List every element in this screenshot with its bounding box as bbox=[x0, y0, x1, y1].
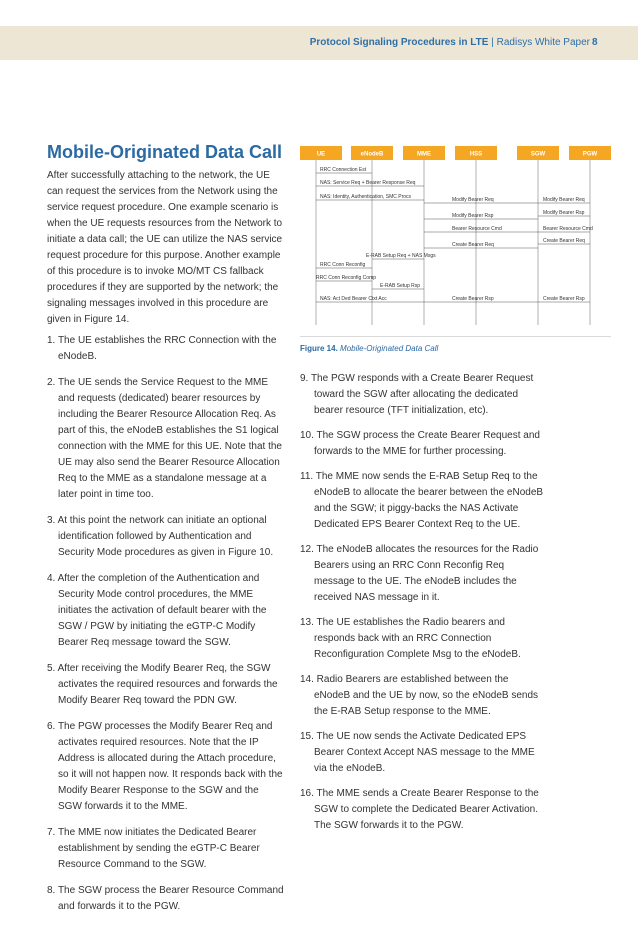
entity-boxes bbox=[300, 146, 611, 160]
header-separator: | bbox=[491, 37, 494, 48]
entity-label: UE bbox=[316, 151, 326, 158]
step-list-left bbox=[47, 333, 285, 915]
step-item: 4. After the completion of the Authentication and Security Mode control procedures, the MME initiates the activation of default bearer with the SGW / PGW by initiating the eGTP-C Modify Bearer Req message toward the SGW. bbox=[47, 573, 267, 648]
sequence-diagram-svg bbox=[300, 140, 611, 330]
message-label: RRC Connection Est bbox=[320, 167, 367, 173]
figure-number: Figure 14. bbox=[300, 344, 338, 353]
message-label: Modify Bearer Req bbox=[452, 197, 494, 203]
message-label: Bearer Resource Cmd bbox=[543, 226, 593, 232]
step-item: 14. Radio Bearers are established between the eNodeB and the UE by now, so the eNodeB sends the E-RAB Setup response to the MME. bbox=[300, 674, 539, 717]
publisher-name: Radisys White Paper bbox=[496, 37, 590, 48]
message-label: Bearer Resource Cmd bbox=[452, 226, 502, 232]
figure-caption-text: Mobile-Originated Data Call bbox=[340, 344, 439, 353]
step-item: 11. The MME now sends the E-RAB Setup Req to the eNodeB to allocate the bearer between the eNodeB and the SGW; it piggy-backs the NAS Activate Dedicated EPS Bearer Context Req to the UE. bbox=[300, 471, 544, 530]
message-label: RRC Conn Reconfig Comp bbox=[316, 275, 377, 281]
message-label: NAS: Service Req + Bearer Response Req bbox=[320, 180, 416, 186]
entity-label: SGW bbox=[530, 151, 546, 158]
intro-paragraph: After successfully attaching to the network, the UE can request the services from the Network using the service request procedure. One example scenario is when the UE requests resources from the Network to initiate a data call; the UE can utilize the NAS service request procedure for this purpose. Another example of this procedure is to invoke MO/MT CS fallback procedures if they are supported by the network; the signaling messages involved in this procedure are given in Figure 14. bbox=[47, 170, 283, 325]
step-item: 15. The UE now sends the Activate Dedicated EPS Bearer Context Accept NAS message to the MME via the eNodeB. bbox=[300, 731, 535, 774]
entity-label: MME bbox=[417, 151, 431, 158]
message-label: RRC Conn Reconfig bbox=[320, 262, 366, 268]
sequence-diagram bbox=[300, 140, 611, 330]
figure-divider bbox=[300, 336, 611, 337]
step-item: 6. The PGW processes the Modify Bearer Req and activates required resources. Note that the IP Address is allocated during the Attach procedure, so it will not happen now. It responds back with the Modify Bearer Response to the SGW and the SGW forwards it to the MME. bbox=[47, 721, 283, 812]
step-list-right bbox=[300, 371, 545, 834]
message-label: Modify Bearer Rsp bbox=[543, 210, 585, 216]
page-number: 8 bbox=[592, 37, 598, 48]
step-item: 16. The MME sends a Create Bearer Response to the SGW to complete the Dedicated Bearer Activation. The SGW forwards it to the PGW. bbox=[300, 788, 539, 831]
message-label: E-RAB Setup Rsp bbox=[380, 283, 421, 289]
step-item: 2. The UE sends the Service Request to the MME and requests (dedicated) bearer resources by including the Bearer Resource Allocation Req. As part of this, the eNodeB establishes the S1 logical connection with the MME for this UE. Note that the UE may also send the Bearer Resource Allocation Req to the MME as a standalone message at a later point in time too. bbox=[47, 377, 282, 500]
step-item: 5. After receiving the Modify Bearer Req, the SGW activates the required resources and forwards the Modify Bearer Req toward the PDN GW. bbox=[47, 663, 278, 706]
step-item: 7. The MME now initiates the Dedicated Bearer establishment by sending the eGTP-C Bearer Resource Command to the SGW. bbox=[47, 827, 260, 870]
section-title: Mobile-Originated Data Call bbox=[47, 142, 283, 162]
step-item: 8. The SGW process the Bearer Resource Command and forwards it to the PGW. bbox=[47, 885, 284, 912]
message-label: Modify Bearer Req bbox=[543, 197, 585, 203]
message-label: NAS: Identity, Authentication, SMC Procs bbox=[320, 194, 412, 200]
left-column bbox=[47, 168, 285, 925]
message-label: E-RAB Setup Req + NAS Msgs bbox=[366, 253, 436, 259]
running-header bbox=[310, 37, 590, 48]
step-item: 3. At this point the network can initiate an optional identification followed by Authentication and Security Mode procedures as given in Figure 10. bbox=[47, 515, 274, 558]
entity-label: eNodeB bbox=[360, 151, 384, 158]
step-item: 13. The UE establishes the Radio bearers and responds back with an RRC Connection Reconfiguration Complete Msg to the eNodeB. bbox=[300, 617, 521, 660]
step-item: 10. The SGW process the Create Bearer Request and forwards to the MME for further processing. bbox=[300, 430, 540, 457]
entity-label: PGW bbox=[582, 151, 598, 158]
entity-label: HSS bbox=[469, 151, 483, 158]
step-item: 12. The eNodeB allocates the resources for the Radio Bearers using an RRC Conn Reconfig Req message to the UE. The eNodeB includes the received NAS message in it. bbox=[300, 544, 539, 603]
right-column bbox=[300, 371, 545, 843]
message-label: Create Bearer Req bbox=[452, 242, 494, 248]
message-label: Modify Bearer Rsp bbox=[452, 213, 494, 219]
message-label: Create Bearer Rsp bbox=[452, 296, 494, 302]
message-label: Create Bearer Req bbox=[543, 238, 585, 244]
message-label: NAS: Act Ded Bearer Ctxt Acc bbox=[320, 296, 387, 302]
document-title: Protocol Signaling Procedures in LTE bbox=[309, 37, 489, 48]
figure-caption bbox=[300, 344, 438, 353]
message-label: Create Bearer Rsp bbox=[543, 296, 585, 302]
step-item: 1. The UE establishes the RRC Connection with the eNodeB. bbox=[47, 335, 277, 362]
step-item: 9. The PGW responds with a Create Bearer Request toward the SGW after allocating the dedicated bearer resource (TFT initialization, etc). bbox=[300, 373, 534, 416]
